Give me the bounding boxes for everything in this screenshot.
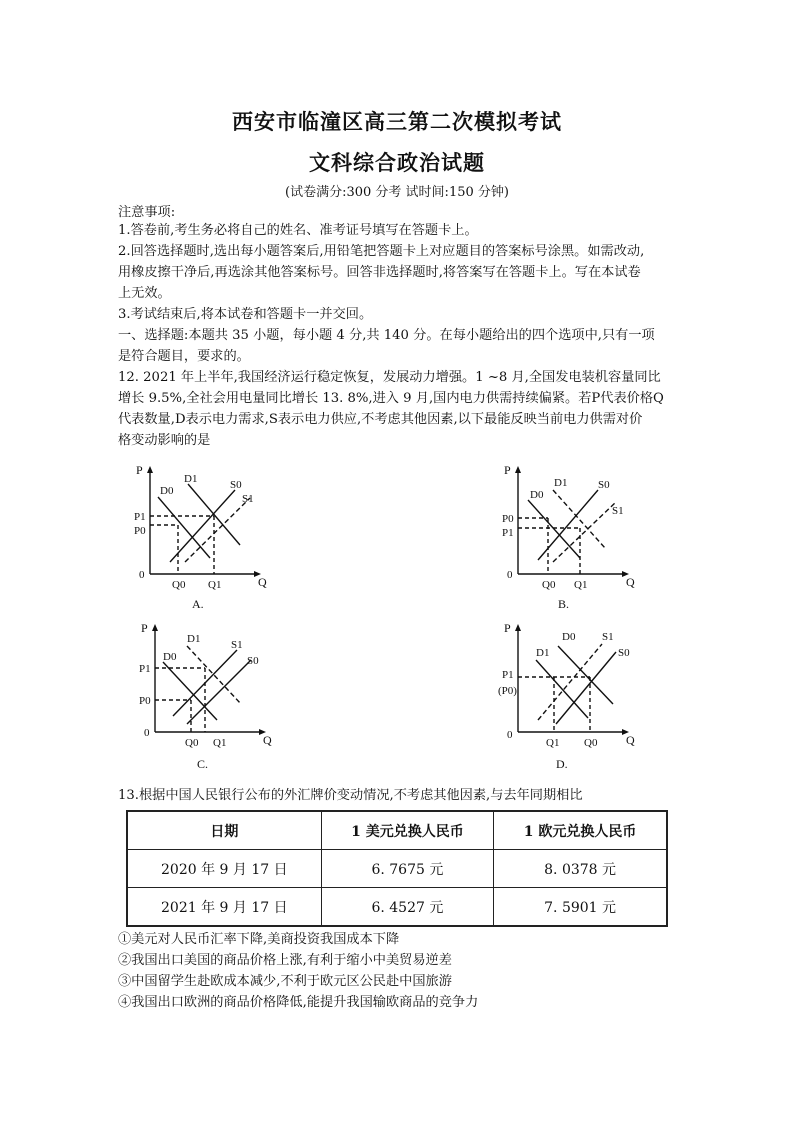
d0-label: D0 <box>530 489 544 501</box>
d0-curve <box>558 646 613 704</box>
s0-label: S0 <box>230 479 242 491</box>
section-heading-cont: 是符合题目，要求的。 <box>118 349 250 364</box>
notes-item: 1.答卷前,考生务必将自己的姓名、准考证号填写在答题卡上。 <box>118 223 478 238</box>
axis-q: Q <box>263 733 272 747</box>
q13-stem: 13.根据中国人民银行公布的外汇牌价变动情况,不考虑其他因素,与去年同期相比 <box>118 788 583 803</box>
q12-stem: 增长 9.5%,全社会用电量同比增长 13. 8%,进入 9 月,国内电力供需持续偏紧。若P代表价格Q <box>118 391 664 406</box>
d0-curve <box>158 497 210 558</box>
section-heading: 一、选择题:本题共 35 小题，每小题 4 分,共 140 分。在每小题给出的四个选项中,只有一项 <box>118 328 655 343</box>
d1-label: D1 <box>187 633 201 645</box>
table-cell: 2021 年 9 月 17 日 <box>127 888 321 927</box>
d0-label: D0 <box>562 631 576 643</box>
option-label: B. <box>558 597 570 611</box>
axis-q: Q <box>626 733 635 747</box>
graph-d <box>498 620 648 772</box>
origin: 0 <box>507 569 513 581</box>
table-header-cell: 1 欧元兑换人民币 <box>494 811 667 850</box>
s0-curve <box>538 490 598 560</box>
table-row <box>127 850 667 888</box>
qty-label-l: Q0 <box>185 737 199 749</box>
s1-label: S1 <box>231 639 243 651</box>
price-label-hi: P1 <box>502 669 514 681</box>
notes-item: 3.考试结束后,将本试卷和答题卡一并交回。 <box>118 307 373 322</box>
notes-item: 用橡皮擦干净后,再选涂其他答案标号。回答非选择题时,将答案写在答题卡上。写在本试卷 <box>118 265 641 280</box>
d0-label: D0 <box>160 485 174 497</box>
d0-curve <box>528 500 580 558</box>
s0-label: S0 <box>598 479 610 491</box>
y-arrow <box>515 624 521 631</box>
table-header-cell: 1 美元兑换人民币 <box>321 811 494 850</box>
qty-label-r: Q1 <box>213 737 227 749</box>
s1-label: S1 <box>612 505 624 517</box>
table-row <box>127 888 667 927</box>
table-cell: 6. 4527 元 <box>321 888 494 927</box>
option-label: C. <box>197 757 209 771</box>
origin: 0 <box>507 729 513 741</box>
price-label-lo: P0 <box>134 525 146 537</box>
page-title: 西安市临潼区高三第二次模拟考试 <box>232 109 562 134</box>
notes-item: 2.回答选择题时,选出每小题答案后,用铅笔把答题卡上对应题目的答案标号涂黑。如需改动, <box>118 244 645 259</box>
axis-p: P <box>136 463 143 477</box>
axis-q: Q <box>258 575 267 589</box>
table-cell: 2020 年 9 月 17 日 <box>127 850 321 888</box>
price-label-lo: P1 <box>502 527 514 539</box>
table-header-cell: 日期 <box>127 811 321 850</box>
axis-p: P <box>504 463 511 477</box>
option-label: D. <box>556 757 568 771</box>
d0-label: D0 <box>163 651 177 663</box>
q13-option: ③中国留学生赴欧成本减少,不利于欧元区公民赴中国旅游 <box>118 974 452 989</box>
price-label-hi: P0 <box>502 513 514 525</box>
s1-label: S1 <box>602 631 614 643</box>
y-arrow <box>147 466 153 473</box>
axis-q: Q <box>626 575 635 589</box>
notes-item: 上无效。 <box>118 286 171 301</box>
y-arrow <box>515 466 521 473</box>
s1-label: S1 <box>242 493 254 505</box>
q13-option: ④我国出口欧洲的商品价格降低,能提升我国输欧商品的竞争力 <box>118 995 479 1010</box>
q12-stem: 12. 2021 年上半年,我国经济运行稳定恢复，发展动力增强。1 ~8 月,全国发电装机容量同比 <box>118 370 661 385</box>
qty-label-l: Q0 <box>172 579 186 591</box>
y-arrow <box>152 624 158 631</box>
origin: 0 <box>139 569 145 581</box>
price-label-hi: P1 <box>139 663 151 675</box>
price-label-hi: P1 <box>134 511 146 523</box>
table-cell: 6. 7675 元 <box>321 850 494 888</box>
axis-p: P <box>504 621 511 635</box>
qty-label-l: Q0 <box>542 579 556 591</box>
s1-curve <box>185 498 250 562</box>
page-subtitle: 文科综合政治试题 <box>309 150 485 175</box>
graph-a <box>130 462 280 612</box>
d1-label: D1 <box>184 473 198 485</box>
graph-b <box>498 462 648 612</box>
origin: 0 <box>144 727 150 739</box>
d1-curve <box>553 490 605 548</box>
table-cell: 7. 5901 元 <box>494 888 667 927</box>
q12-stem: 格变动影响的是 <box>118 433 211 448</box>
exam-info: (试卷满分:300 分考 试时间:150 分钟) <box>285 185 509 200</box>
qty-label-l: Q1 <box>546 737 560 749</box>
exchange-rate-table <box>126 810 668 927</box>
axis-p: P <box>141 621 148 635</box>
table-header-row <box>127 811 667 850</box>
qty-label-r: Q1 <box>208 579 222 591</box>
option-label: A. <box>192 597 204 611</box>
price-label-lo: (P0) <box>498 685 517 697</box>
notes-heading: 注意事项: <box>118 205 176 220</box>
d0-curve <box>163 662 217 720</box>
d1-label: D1 <box>554 477 568 489</box>
graph-c <box>135 620 285 772</box>
s0-label: S0 <box>247 655 259 667</box>
price-label-lo: P0 <box>139 695 151 707</box>
s0-label: S0 <box>618 647 630 659</box>
q12-stem: 代表数量,D表示电力需求,S表示电力供应,不考虑其他因素,以下最能反映当前电力供需对价 <box>118 412 643 427</box>
d1-label: D1 <box>536 647 550 659</box>
qty-label-r: Q0 <box>584 737 598 749</box>
table-cell: 8. 0378 元 <box>494 850 667 888</box>
q13-option: ②我国出口美国的商品价格上涨,有利于缩小中美贸易逆差 <box>118 953 452 968</box>
qty-label-r: Q1 <box>574 579 588 591</box>
q13-option: ①美元对人民币汇率下降,美商投资我国成本下降 <box>118 932 400 947</box>
